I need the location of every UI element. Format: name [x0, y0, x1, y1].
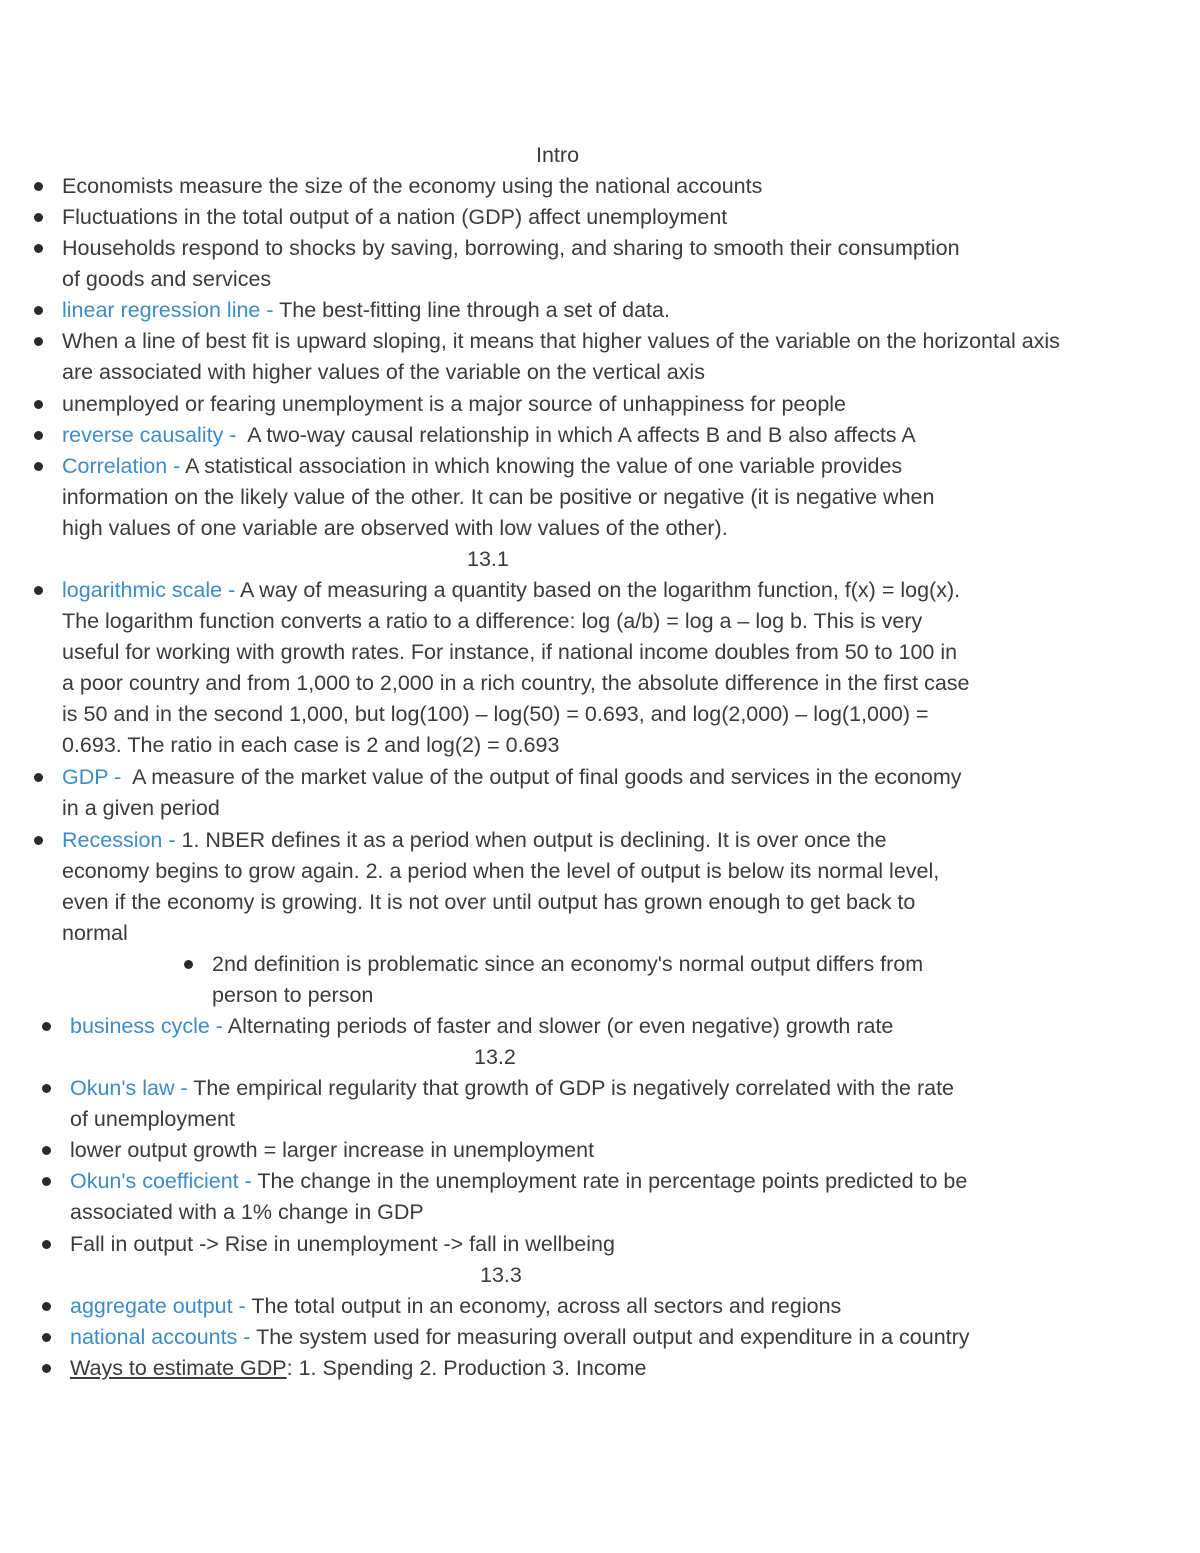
bullet-dot	[34, 182, 43, 191]
bullet-item: reverse causality - A two-way causal relationship in which A affects B and B also affects A	[62, 420, 916, 451]
term-label: business cycle -	[70, 1014, 228, 1038]
bullet-item: business cycle - Alternating periods of faster and slower (or even negative) growth rate	[70, 1011, 893, 1042]
bullet-item: logarithmic scale - A way of measuring a quantity based on the logarithm function, f(x) = log(x). The logarithm function converts a ratio to a difference: log (a/b) = log a – log b. This is very useful for working with growth rates. For instance, if national income doubles from 50 to 100 in a poor country and from 1,000 to 2,000 in a rich country, the absolute difference in the first case is 50 and in the second 1,000, but log(100) – log(50) = 0.693, and log(2,000) – log(1,000) = 0.693. The ratio in each case is 2 and log(2) = 0.693	[62, 575, 970, 762]
heading-13-1: 13.1	[467, 547, 509, 571]
bullet-dot	[42, 1146, 51, 1155]
bullet-dot	[34, 773, 43, 782]
bullet-dot	[34, 400, 43, 409]
term-label: Recession -	[62, 828, 182, 852]
bullet-dot	[34, 586, 43, 595]
bullet-item: Okun's law - The empirical regularity that growth of GDP is negatively correlated with the rate of unemployment	[70, 1073, 954, 1135]
bullet-dot	[42, 1240, 51, 1249]
bullet-dot	[34, 244, 43, 253]
bullet-dot	[42, 1177, 51, 1186]
bullet-item: national accounts - The system used for measuring overall output and expenditure in a country	[70, 1322, 970, 1353]
term-label: reverse causality -	[62, 423, 243, 447]
term-label: GDP -	[62, 765, 128, 789]
bullet-dot	[34, 462, 43, 471]
bullet-item: Households respond to shocks by saving, borrowing, and sharing to smooth their consumption of goods and services	[62, 233, 960, 295]
bullet-dot	[34, 836, 43, 845]
bullet-item: linear regression line - The best-fitting line through a set of data.	[62, 295, 670, 326]
bullet-item: Okun's coefficient - The change in the unemployment rate in percentage points predicted to be associated with a 1% change in GDP	[70, 1166, 967, 1228]
bullet-dot	[184, 960, 193, 969]
heading-13-2: 13.2	[474, 1045, 516, 1069]
bullet-item: unemployed or fearing unemployment is a major source of unhappiness for people	[62, 389, 846, 420]
term-label: logarithmic scale -	[62, 578, 241, 602]
bullet-item: When a line of best fit is upward sloping, it means that higher values of the variable on the horizontal axis are associated with higher values of the variable on the vertical axis	[62, 326, 1060, 388]
term-label: Correlation -	[62, 454, 186, 478]
bullet-item: Fall in output -> Rise in unemployment -> fall in wellbeing	[70, 1229, 615, 1260]
bullet-dot	[42, 1084, 51, 1093]
term-label: aggregate output -	[70, 1294, 252, 1318]
bullet-item: Correlation - A statistical association in which knowing the value of one variable provides information on the likely value of the other. It can be positive or negative (it is negative when high values of one variable are observed with low values of the other).	[62, 451, 934, 544]
sub-bullet-item: 2nd definition is problematic since an economy's normal output differs from person to person	[212, 949, 923, 1011]
term-label: Okun's law -	[70, 1076, 194, 1100]
heading-intro: Intro	[536, 143, 580, 167]
bullet-item: aggregate output - The total output in an economy, across all sectors and regions	[70, 1291, 841, 1322]
bullet-dot	[42, 1302, 51, 1311]
term-label: linear regression line -	[62, 298, 280, 322]
bullet-item: Fluctuations in the total output of a nation (GDP) affect unemployment	[62, 202, 727, 233]
bullet-item: GDP - A measure of the market value of the output of final goods and services in the economy in a given period	[62, 762, 962, 824]
bullet-item: Recession - 1. NBER defines it as a period when output is declining. It is over once the economy begins to grow again. 2. a period when the level of output is below its normal level, even if the economy is growing. It is not over until output has grown enough to get back to normal	[62, 825, 939, 949]
term-label: national accounts -	[70, 1325, 257, 1349]
bullet-dot	[42, 1022, 51, 1031]
term-label: Okun's coefficient -	[70, 1169, 258, 1193]
bullet-item: Economists measure the size of the economy using the national accounts	[62, 171, 762, 202]
bullet-dot	[42, 1333, 51, 1342]
bullet-dot	[34, 306, 43, 315]
bullet-dot	[42, 1364, 51, 1373]
underlined-label: Ways to estimate GDP	[70, 1356, 287, 1380]
bullet-dot	[34, 337, 43, 346]
bullet-item: lower output growth = larger increase in unemployment	[70, 1135, 594, 1166]
bullet-dot	[34, 213, 43, 222]
heading-13-3: 13.3	[480, 1263, 522, 1287]
bullet-dot	[34, 431, 43, 440]
bullet-item: Ways to estimate GDP: 1. Spending 2. Production 3. Income	[70, 1353, 646, 1384]
